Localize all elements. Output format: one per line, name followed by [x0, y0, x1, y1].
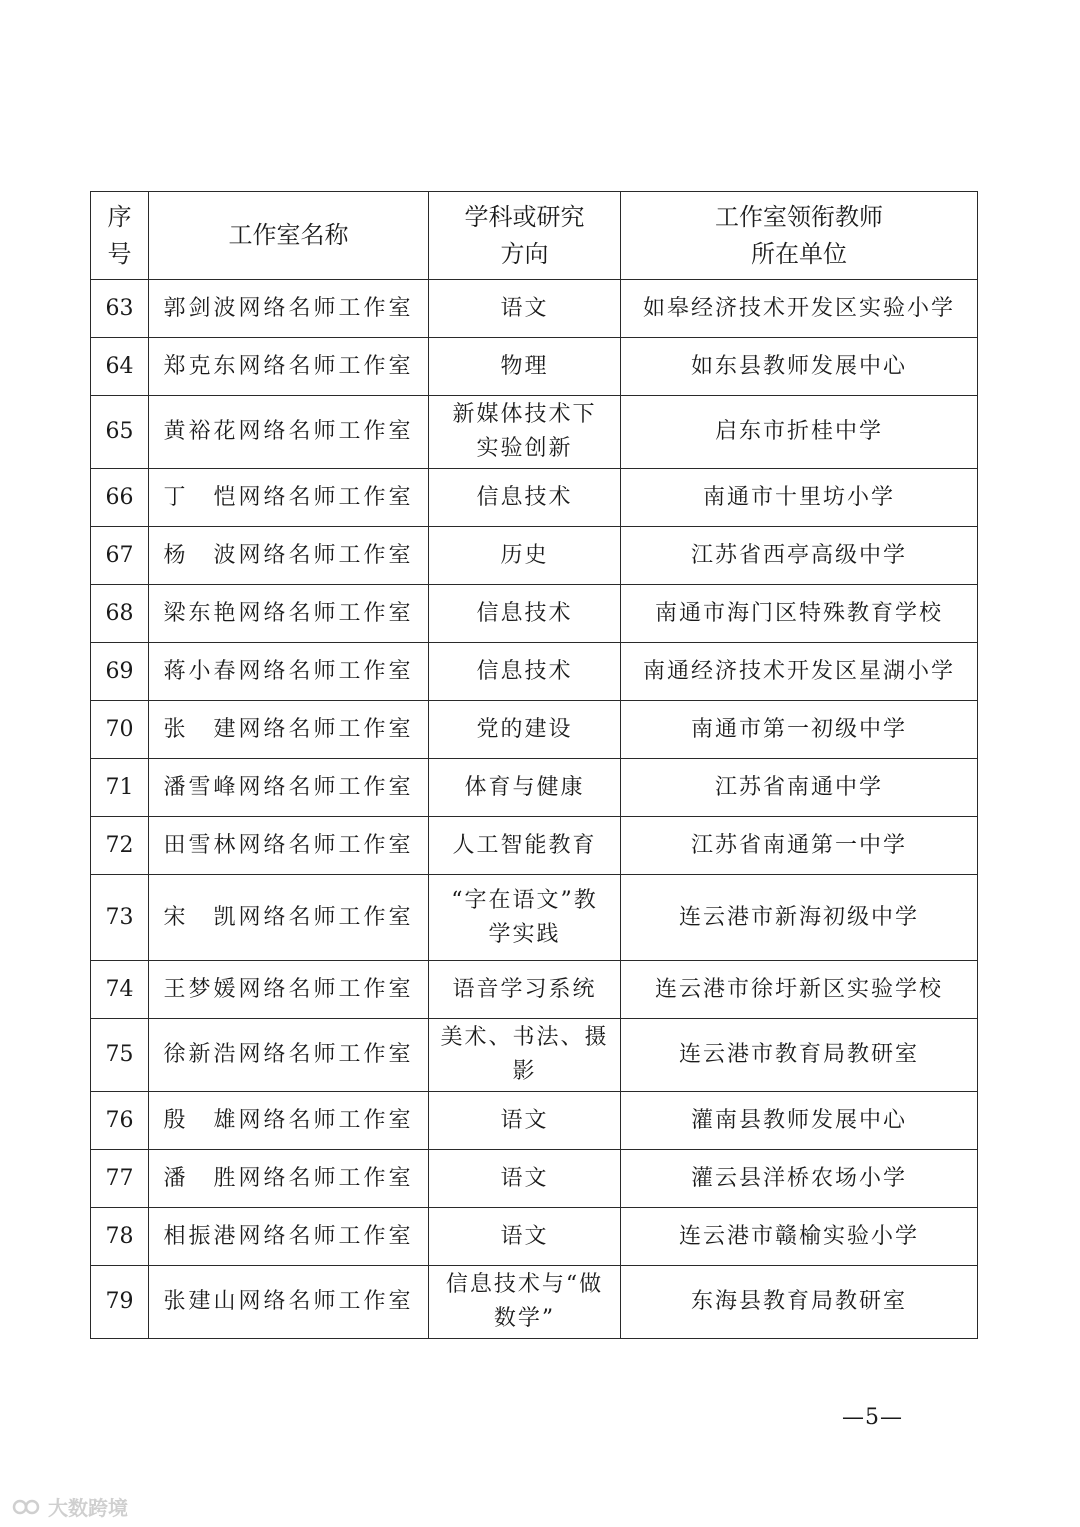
studio-name: 郑克东网络名师工作室: [149, 338, 429, 396]
table-row: [91, 1019, 978, 1092]
table-row: [91, 396, 978, 469]
studio-name: 张 建网络名师工作室: [149, 701, 429, 759]
table-row: [91, 1208, 978, 1266]
table-row: [91, 701, 978, 759]
header-unit: 工作室领衔教师 所在单位: [621, 192, 978, 280]
table-row: [91, 585, 978, 643]
row-number: 74: [91, 961, 149, 1019]
lead-teacher-unit: 灌南县教师发展中心: [621, 1092, 978, 1150]
studio-name: 殷 雄网络名师工作室: [149, 1092, 429, 1150]
row-number: 78: [91, 1208, 149, 1266]
lead-teacher-unit: 江苏省南通第一中学: [621, 817, 978, 875]
lead-teacher-unit: 江苏省西亭高级中学: [621, 527, 978, 585]
table-row: [91, 1266, 978, 1339]
subject-direction: 美术、书法、摄 影: [429, 1019, 621, 1092]
subject-direction: 语文: [429, 1092, 621, 1150]
studio-name: 黄裕花网络名师工作室: [149, 396, 429, 469]
studio-name: 郭剑波网络名师工作室: [149, 280, 429, 338]
header-row: [91, 192, 978, 280]
row-number: 72: [91, 817, 149, 875]
row-number: 71: [91, 759, 149, 817]
header-name: 工作室名称: [149, 192, 429, 280]
table-row: [91, 1092, 978, 1150]
row-number: 79: [91, 1266, 149, 1339]
watermark: [12, 1492, 128, 1521]
studio-name: 王梦媛网络名师工作室: [149, 961, 429, 1019]
studio-name: 徐新浩网络名师工作室: [149, 1019, 429, 1092]
lead-teacher-unit: 如东县教师发展中心: [621, 338, 978, 396]
roster-table: [90, 191, 978, 1339]
subject-direction: 人工智能教育: [429, 817, 621, 875]
table-row: [91, 1150, 978, 1208]
studio-name: 梁东艳网络名师工作室: [149, 585, 429, 643]
subject-direction: 体育与健康: [429, 759, 621, 817]
lead-teacher-unit: 东海县教育局教研室: [621, 1266, 978, 1339]
lead-teacher-unit: 南通市第一初级中学: [621, 701, 978, 759]
table-row: [91, 961, 978, 1019]
header-no: 序 号: [91, 192, 149, 280]
row-number: 63: [91, 280, 149, 338]
subject-direction: 新媒体技术下 实验创新: [429, 396, 621, 469]
row-number: 77: [91, 1150, 149, 1208]
row-number: 70: [91, 701, 149, 759]
subject-direction: 语文: [429, 1208, 621, 1266]
studio-name: 相振港网络名师工作室: [149, 1208, 429, 1266]
row-number: 64: [91, 338, 149, 396]
header-subject: 学科或研究 方向: [429, 192, 621, 280]
lead-teacher-unit: 连云港市赣榆实验小学: [621, 1208, 978, 1266]
subject-direction: 物理: [429, 338, 621, 396]
lead-teacher-unit: 连云港市教育局教研室: [621, 1019, 978, 1092]
table-row: [91, 875, 978, 961]
lead-teacher-unit: 灌云县洋桥农场小学: [621, 1150, 978, 1208]
page-number: —5—: [842, 1405, 903, 1430]
row-number: 65: [91, 396, 149, 469]
row-number: 75: [91, 1019, 149, 1092]
row-number: 76: [91, 1092, 149, 1150]
row-number: 67: [91, 527, 149, 585]
studio-name: 蒋小春网络名师工作室: [149, 643, 429, 701]
row-number: 66: [91, 469, 149, 527]
studio-name: 杨 波网络名师工作室: [149, 527, 429, 585]
studio-name: 潘雪峰网络名师工作室: [149, 759, 429, 817]
row-number: 68: [91, 585, 149, 643]
lead-teacher-unit: 南通经济技术开发区星湖小学: [621, 643, 978, 701]
table-row: [91, 643, 978, 701]
lead-teacher-unit: 南通市十里坊小学: [621, 469, 978, 527]
subject-direction: 信息技术: [429, 469, 621, 527]
lead-teacher-unit: 南通市海门区特殊教育学校: [621, 585, 978, 643]
subject-direction: 语文: [429, 280, 621, 338]
lead-teacher-unit: 连云港市新海初级中学: [621, 875, 978, 961]
table-row: [91, 759, 978, 817]
subject-direction: 信息技术与“做 数学”: [429, 1266, 621, 1339]
table-row: [91, 338, 978, 396]
watermark-logo-icon: [12, 1497, 42, 1517]
subject-direction: 信息技术: [429, 643, 621, 701]
subject-direction: 信息技术: [429, 585, 621, 643]
table-row: [91, 469, 978, 527]
lead-teacher-unit: 连云港市徐圩新区实验学校: [621, 961, 978, 1019]
studio-name: 丁 恺网络名师工作室: [149, 469, 429, 527]
lead-teacher-unit: 启东市折桂中学: [621, 396, 978, 469]
table-row: [91, 817, 978, 875]
subject-direction: 历史: [429, 527, 621, 585]
watermark-text: 大数跨境: [48, 1496, 128, 1520]
row-number: 69: [91, 643, 149, 701]
subject-direction: 语音学习系统: [429, 961, 621, 1019]
studio-name: 张建山网络名师工作室: [149, 1266, 429, 1339]
studio-name: 田雪林网络名师工作室: [149, 817, 429, 875]
table-row: [91, 527, 978, 585]
subject-direction: “字在语文”教 学实践: [429, 875, 621, 961]
lead-teacher-unit: 如皋经济技术开发区实验小学: [621, 280, 978, 338]
table-row: [91, 280, 978, 338]
subject-direction: 语文: [429, 1150, 621, 1208]
studio-name: 潘 胜网络名师工作室: [149, 1150, 429, 1208]
row-number: 73: [91, 875, 149, 961]
subject-direction: 党的建设: [429, 701, 621, 759]
lead-teacher-unit: 江苏省南通中学: [621, 759, 978, 817]
studio-name: 宋 凯网络名师工作室: [149, 875, 429, 961]
